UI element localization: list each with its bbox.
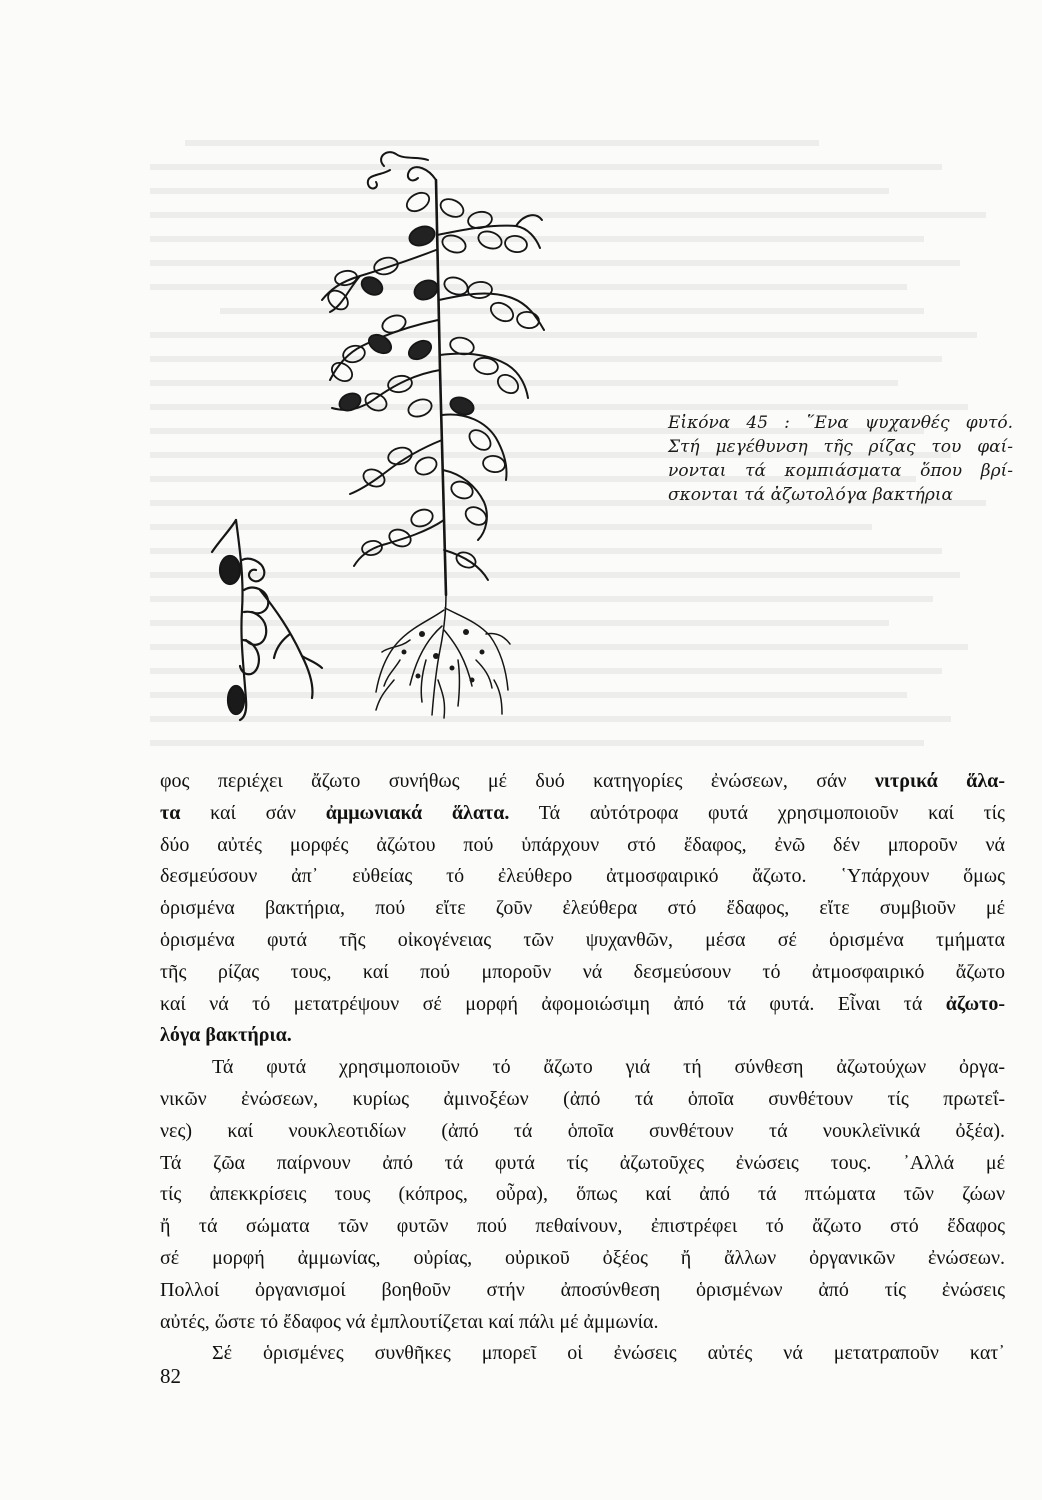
caption-line: Εἰκόνα 45 : ῞Ενα ψυχανθές φυτό. (668, 413, 1013, 433)
bold-term: ἀμμωνιακά ἅλατα. (325, 801, 510, 824)
figure-caption (668, 411, 1013, 507)
text-line: νικῶν ἐνώσεων, κυρίως ἀμινοξέων (ἀπό τά ὁποῖα συνθέτουν τίς πρωτεΐ- (160, 1087, 1005, 1110)
text-line: νες) καί νουκλεοτιδίων (ἀπό τά ὁποῖα συνθέτουν τά νουκλεϊνικά ὀξέα). (160, 1119, 1005, 1142)
text-line: φος περιέχει ἄζωτο συνήθως μέ δυό κατηγορίες ἐνώσεων, σάν νιτρικά ἅλα- (160, 770, 1005, 792)
text-line: τῆς ρίζας τους, καί πού μποροῦν νά δεσμεύσουν τό ἀτμοσφαιρικό ἄζωτο (160, 960, 1005, 983)
body-text (160, 766, 1005, 1370)
text-line: τα καί σάν ἀμμωνιακά ἅλατα. Τά αὐτότροφα φυτά χρησιμοποιοῦν καί τίς (160, 801, 1005, 824)
text-line: ὁρισμένα βακτήρια, πού εἴτε ζοῦν ἐλεύθερα στό ἔδαφος, εἴτε συμβιοῦν μέ (160, 897, 1005, 920)
text-line: Σέ ὁρισμένες συνθῆκες μπορεῖ οἱ ἐνώσεις αὐτές νά μετατραποῦν κατ᾽ (212, 1342, 1005, 1365)
text-line: δύο αὐτές μορφές ἀζώτου πού ὑπάρχουν στό ἔδαφος, ἐνῶ δέν μποροῦν νά (160, 833, 1005, 856)
text-line: δεσμεύσουν ἀπ᾽ εὐθείας τό ἐλεύθερο ἀτμοσφαιρικό ἄζωτο. ῾Υπάρχουν ὅμως (160, 865, 1005, 888)
text-line: ἤ τά σώματα τῶν φυτῶν πού πεθαίνουν, ἐπιστρέφει τό ἄζωτο στό ἔδαφος (160, 1215, 1005, 1238)
text-line: αὐτές, ὥστε τό ἔδαφος νά ἐμπλουτίζεται καί πάλι μέ ἀμμωνία. (160, 1310, 659, 1333)
caption-line: νονται τά κομπιάσματα ὅπου βρί- (668, 461, 1013, 481)
caption-line: Στή μεγέθυνση τῆς ρίζας του φαί- (668, 437, 1013, 457)
legume-plant-illustration-icon (190, 140, 630, 730)
text-line: καί νά τό μετατρέψουν σέ μορφή ἀφομοιώσιμη ἀπό τά φυτά. Εἶναι τά ἀζωτο- (160, 992, 1005, 1015)
text-line: σέ μορφή ἀμμωνίας, οὐρίας, οὐρικοῦ ὀξέος ἤ ἄλλων ὀργανικῶν ἐνώσεων. (160, 1246, 1005, 1269)
caption-line: σκονται τά ἀζωτολόγα βακτήρια (668, 485, 953, 505)
bold-term: λόγα βακτήρια. (160, 1024, 292, 1047)
bold-term: ἀζωτο- (945, 992, 1005, 1015)
text-line: τίς ἀπεκκρίσεις τους (κόπρος, οὖρα), ὅπως καί ἀπό τά πτώματα τῶν ζώων (160, 1183, 1005, 1206)
text-line: ὁρισμένα φυτά τῆς οἰκογένειας τῶν ψυχανθῶν, μέσα σέ ὁρισμένα τμήματα (160, 928, 1005, 951)
text-line: Τά ζῶα παίρνουν ἀπό τά φυτά τίς ἀζωτοῦχες ἐνώσεις τους. ᾽Αλλά μέ (160, 1151, 1005, 1174)
page-number: 82 (160, 1364, 181, 1388)
bold-term: τα (160, 801, 181, 824)
text-line (160, 1020, 1005, 1052)
text-line: Πολλοί ὀργανισμοί βοηθοῦν στήν ἀποσύνθεση ὁρισμένων ἀπό τίς ἐνώσεις (160, 1278, 1005, 1301)
bold-term: νιτρικά ἅλα- (874, 770, 1005, 792)
text-line: Τά φυτά χρησιμοποιοῦν τό ἄζωτο γιά τή σύνθεση ἀζωτούχων ὀργα- (212, 1056, 1005, 1079)
legume-plant-figure (190, 140, 630, 730)
